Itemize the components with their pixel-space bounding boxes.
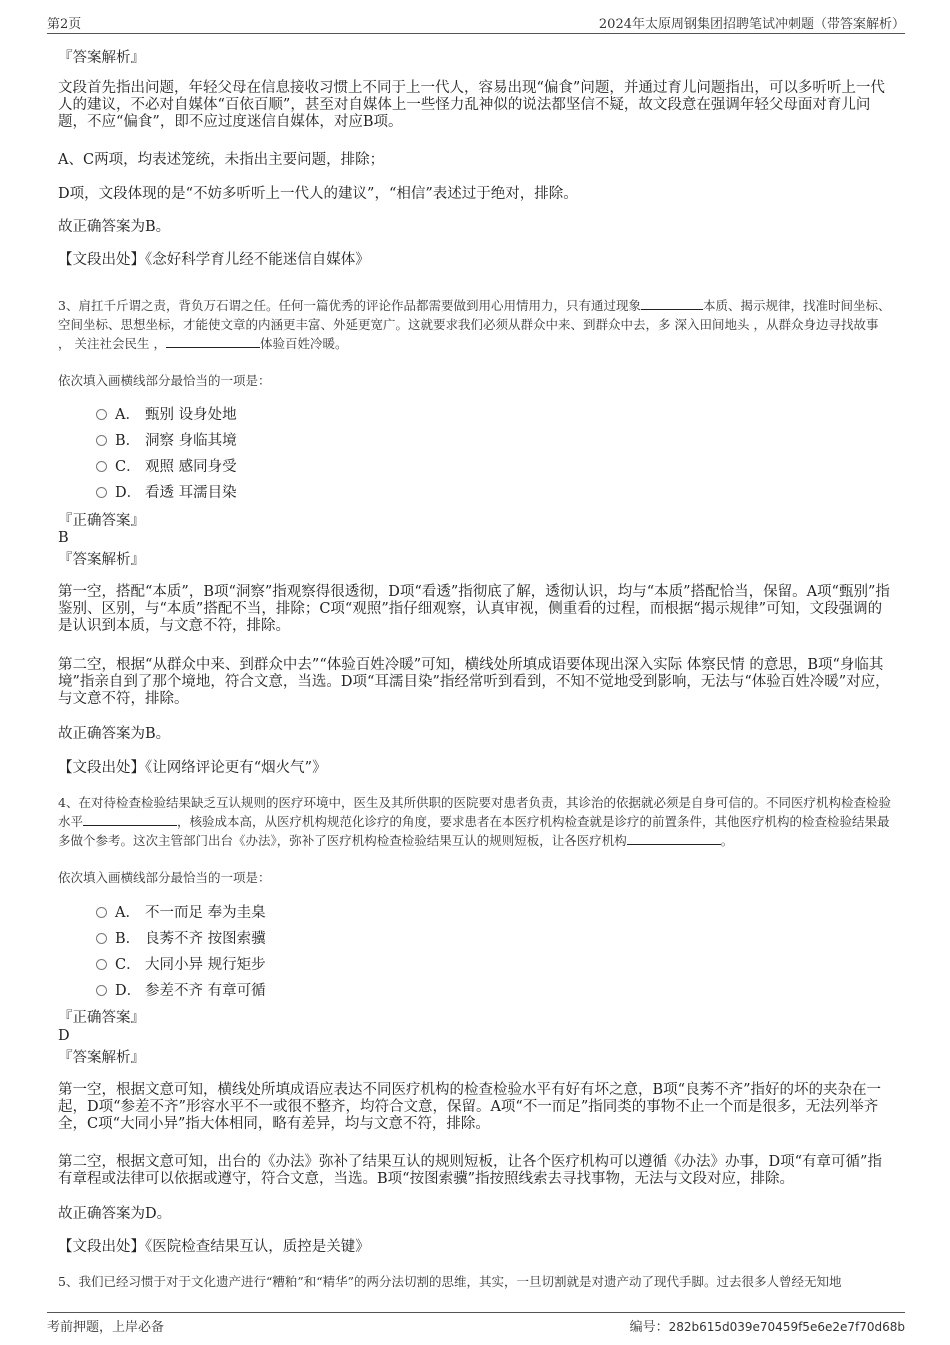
q3-prompt: 依次填入画横线部分最恰当的一项是： — [58, 373, 271, 388]
document-title: 2024年太原周钢集团招聘笔试冲刺题（带答案解析） — [598, 17, 905, 32]
q4-stem-c: 。 — [720, 833, 734, 848]
q4-analysis-p2: 第二空，根据文意可知，出台的《办法》弥补了结果互认的规则短板，让各个医疗机构可以遵循《办法》办事，D项“有章可循”指有章程或法律可以依据或遵守，符合文意，当选。B项“按图索骥”指按照线索去寻找事物，无法与文段对应，排除。 — [58, 1154, 882, 1187]
q3-source: 【文段出处】《让网络评论更有“烟火气”》 — [58, 760, 327, 776]
radio-icon[interactable] — [96, 435, 107, 446]
document-code — [630, 1316, 905, 1335]
radio-icon[interactable] — [96, 959, 107, 970]
page-header — [47, 13, 905, 34]
page-footer — [47, 1312, 905, 1335]
q3-option-a[interactable]: A． 甄别 设身处地 — [96, 406, 237, 424]
q3-analysis-p1: 第一空，搭配“本质”，B项“洞察”指观察得很透彻，D项“看透”指彻底了解，透彻认识，均与“本质”搭配恰当，保留。A项“甄别”指鉴别、区别，与“本质”搭配不当，排除；C项“观照”指仔细观察，认真审视，侧重看的过程，而根据“揭示规律”可知，文段强调的是认识到本质，与文意不符，排除。 — [58, 584, 890, 634]
q5-stem: 5、我们已经习惯于对于文化遗产进行“糟粕”和“精华”的两分法切割的思维，其实，一旦切割就是对遗产动了现代手脚。过去很多人曾经无知地 — [58, 1274, 842, 1289]
q4-stem-b: ，核验成本高，从医疗机构规范化诊疗的角度，要求患者在本医疗机构检查就是诊疗的前置条件，其他医疗机构的检查检验结果最多做个参考。这次主管部门出台《办法》，弥补了医疗机构检查检验结果互认的规则短板，让各医疗机构 — [58, 814, 890, 848]
q4-answer: D — [58, 1028, 70, 1044]
radio-icon[interactable] — [96, 409, 107, 420]
radio-icon[interactable] — [96, 487, 107, 498]
q3-conclusion: 故正确答案为B。 — [58, 726, 171, 742]
q2-analysis-label: 『答案解析』 — [58, 50, 145, 66]
q4-stem — [58, 793, 891, 850]
q3-stem-a: 3、肩扛千斤谓之责，背负万石谓之任。任何一篇优秀的评论作品都需要做到用心用情用力，只有通过现象 — [58, 298, 641, 313]
q4-option-d[interactable]: D． 参差不齐 有章可循 — [96, 982, 266, 1000]
q3-stem-b: 本质、揭示规律，找准时间坐标、空间坐标、思想坐标，才能使文章的内涵更丰富、外延更宽广。这就要求我们必须从群众中来、到群众中去，多 深入田间地头 ，从群众身边寻找故事 ， 关注社会民生 ， — [58, 298, 891, 351]
q3-answer: B — [58, 530, 69, 546]
q4-conclusion: 故正确答案为D。 — [58, 1206, 172, 1222]
radio-icon[interactable] — [96, 907, 107, 918]
q3-stem-c: 体验百姓冷暖。 — [259, 336, 348, 351]
q3-stem — [58, 296, 891, 353]
q3-analysis-p2: 第二空，根据“从群众中来、到群众中去”“体验百姓冷暖”可知，横线处所填成语要体现出深入实际 体察民情 的意思，B项“身临其境”指亲自到了那个境地，符合文意，当选。D项“耳濡目染”指经常听到看到，不知不觉地受到影响，无法与“体验百姓冷暖”对应，与文意不符，排除。 — [58, 657, 890, 707]
q3-option-b[interactable]: B． 洞察 身临其境 — [96, 432, 237, 450]
q2-analysis-p2: A、C两项，均表述笼统，未指出主要问题，排除； — [58, 152, 385, 168]
q3-option-d[interactable]: D． 看透 耳濡目染 — [96, 484, 237, 502]
q2-source: 【文段出处】《念好科学育儿经不能迷信自媒体》 — [58, 252, 370, 268]
document-code-value: 282b615d039e70459f5e6e2e7f70d68b — [668, 1320, 905, 1334]
radio-icon[interactable] — [96, 933, 107, 944]
q2-conclusion: 故正确答案为B。 — [58, 219, 171, 235]
q3-analysis-label: 『答案解析』 — [58, 552, 145, 568]
q4-stem-a: 4、在对待检查检验结果缺乏互认规则的医疗环境中，医生及其所供职的医院要对患者负责，其诊治的依据就必须是自身可信的。不同医疗机构检查检验水平 — [58, 795, 891, 829]
document-code-label: 编号： — [629, 1320, 669, 1335]
q4-prompt: 依次填入画横线部分最恰当的一项是： — [58, 870, 271, 885]
radio-icon[interactable] — [96, 985, 107, 996]
q4-source: 【文段出处】《医院检查结果互认，质控是关键》 — [58, 1239, 370, 1255]
q4-blank-1 — [83, 813, 177, 826]
q2-analysis-p1: 文段首先指出问题，年轻父母在信息接收习惯上不同于上一代人，容易出现“偏食”问题，并通过育儿问题指出，可以多听听上一代人的建议，不必对自媒体“百依百顺”，甚至对自媒体上一些怪力乱神似的说法都坚信不疑，故文段意在强调年轻父母面对育儿问题，不应“偏食”，即不应过度迷信自媒体，对应B项。 — [58, 80, 885, 130]
footer-slogan: 考前押题，上岸必备 — [47, 1320, 165, 1335]
q4-analysis-p1: 第一空，根据文意可知，横线处所填成语应表达不同医疗机构的检查检验水平有好有坏之意，B项“良莠不齐”指好的坏的夹杂在一起，D项“参差不齐”形容水平不一或很不整齐，均符合文意，保留。A项“不一而足”指同类的事物不止一个而是很多，无法列举齐全，C项“大同小异”指大体相同，略有差异，均与文意不符，排除。 — [58, 1082, 881, 1132]
q4-option-c[interactable]: C． 大同小异 规行矩步 — [96, 956, 266, 974]
q3-option-c[interactable]: C． 观照 感同身受 — [96, 458, 237, 476]
radio-icon[interactable] — [96, 461, 107, 472]
q3-blank-1 — [641, 297, 703, 310]
page-number: 第2页 — [47, 17, 82, 32]
q4-option-a[interactable]: A． 不一而足 奉为圭臬 — [96, 904, 266, 922]
q3-answer-label: 『正确答案』 — [58, 513, 145, 529]
q4-blank-2 — [627, 832, 721, 845]
q2-analysis-p3: D项，文段体现的是“不妨多听听上一代人的建议”，“相信”表述过于绝对，排除。 — [58, 186, 578, 202]
q4-answer-label: 『正确答案』 — [58, 1010, 145, 1026]
q4-analysis-label: 『答案解析』 — [58, 1050, 145, 1066]
q4-option-b[interactable]: B． 良莠不齐 按图索骥 — [96, 930, 266, 948]
q3-blank-2 — [166, 335, 260, 348]
